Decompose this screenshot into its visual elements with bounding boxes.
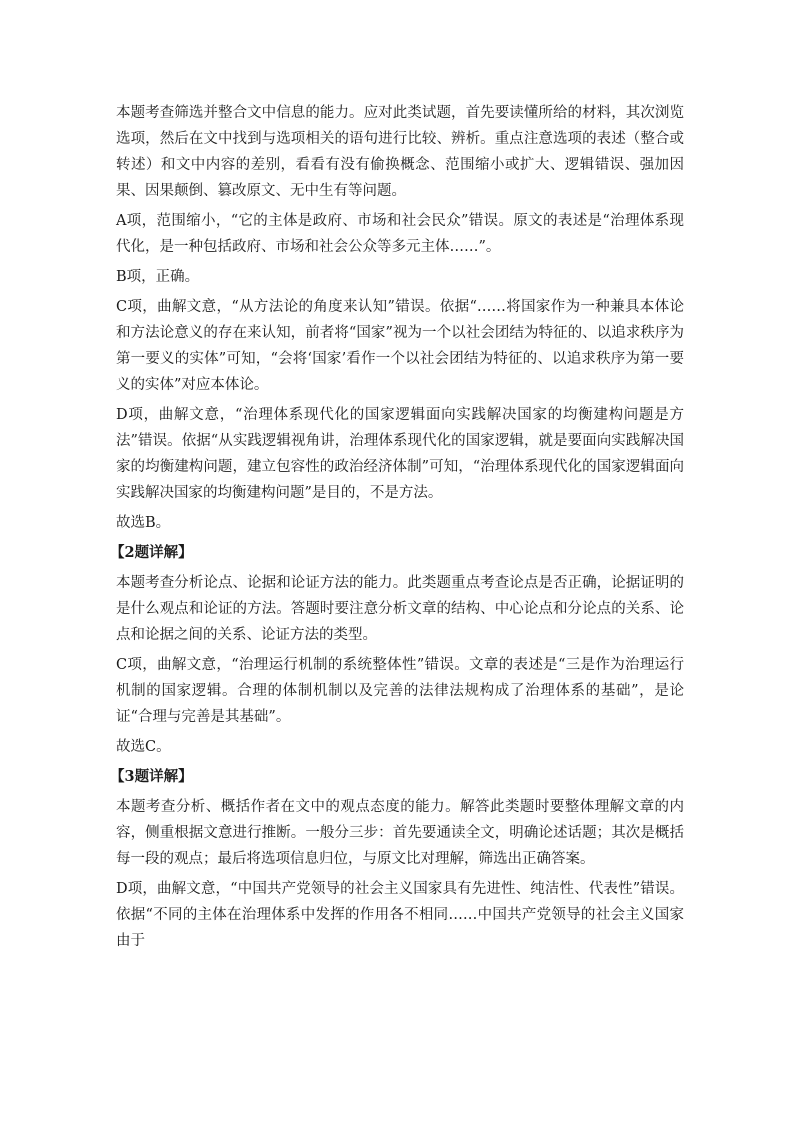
paragraph: B项，正确。 [116, 269, 200, 285]
section-heading: 【3题详解】 [110, 768, 193, 785]
paragraph: 本题考查筛选并整合文中信息的能力。应对此类试题，首先要读懂所给的材料，其次浏览选项，然后在文中找到与选项相关的语句进行比较、辨析。重点注意选项的表述（整合或转述）和文中内容的差别，看看有没有偷换概念、范围缩小或扩大、逻辑错误、强加因果、因果颠倒、篡改原文、无中生有等问题。 [116, 105, 684, 199]
paragraph: D项，曲解文意，“中国共产党领导的社会主义国家具有先进性、纯洁性、代表性”错误。依据“不同的主体在治理体系中发挥的作用各不相同……中国共产党领导的社会主义国家由于 [116, 881, 684, 949]
section-heading: 【2题详解】 [110, 544, 193, 561]
paragraph: D项，曲解文意，“治理体系现代化的国家逻辑面向实践解决国家的均衡建构问题是方法”错误。依据“从实践逻辑视角讲，治理体系现代化的国家逻辑，就是要面向实践解决国家的均衡建构问题，建立包容性的政治经济体制”可知，“治理体系现代化的国家逻辑面向实践解决国家的均衡建构问题”是目的，不是方法。 [116, 407, 684, 501]
paragraph: C项，曲解文意，“治理运行机制的系统整体性”错误。文章的表述是“三是作为治理运行机制的国家逻辑。合理的体制机制以及完善的法律法规构成了治理体系的基础”，是论证“合理与完善是其基础”。 [116, 657, 684, 725]
document-body [110, 100, 684, 958]
paragraph: 故选C。 [116, 739, 171, 755]
paragraph: 本题考查分析论点、论据和论证方法的能力。此类题重点考查论点是否正确，论据证明的是什么观点和论证的方法。答题时要注意分析文章的结构、中心论点和分论点的关系、论点和论据之间的关系、论证方法的类型。 [116, 575, 684, 643]
paragraph: 本题考查分析、概括作者在文中的观点态度的能力。解答此类题时要整体理解文章的内容，侧重根据文意进行推断。一般分三步：首先要通读全文，明确论述话题；其次是概括每一段的观点；最后将选项信息归位，与原文比对理解，筛选出正确答案。 [116, 799, 684, 867]
paragraph: 故选B。 [116, 515, 171, 531]
paragraph: A项，范围缩小，“它的主体是政府、市场和社会民众”错误。原文的表述是“治理体系现代化，是一种包括政府、市场和社会公众等多元主体……”。 [116, 213, 684, 255]
paragraph: C项，曲解文意，“从方法论的角度来认知”错误。依据“……将国家作为一种兼具本体论和方法论意义的存在来认知，前者将“国家”视为一个以社会团结为特征的、以追求秩序为第一要义的实体”可知，“会将‘国家’看作一个以社会团结为特征的、以追求秩序为第一要义的实体”对应本体论。 [116, 299, 684, 393]
